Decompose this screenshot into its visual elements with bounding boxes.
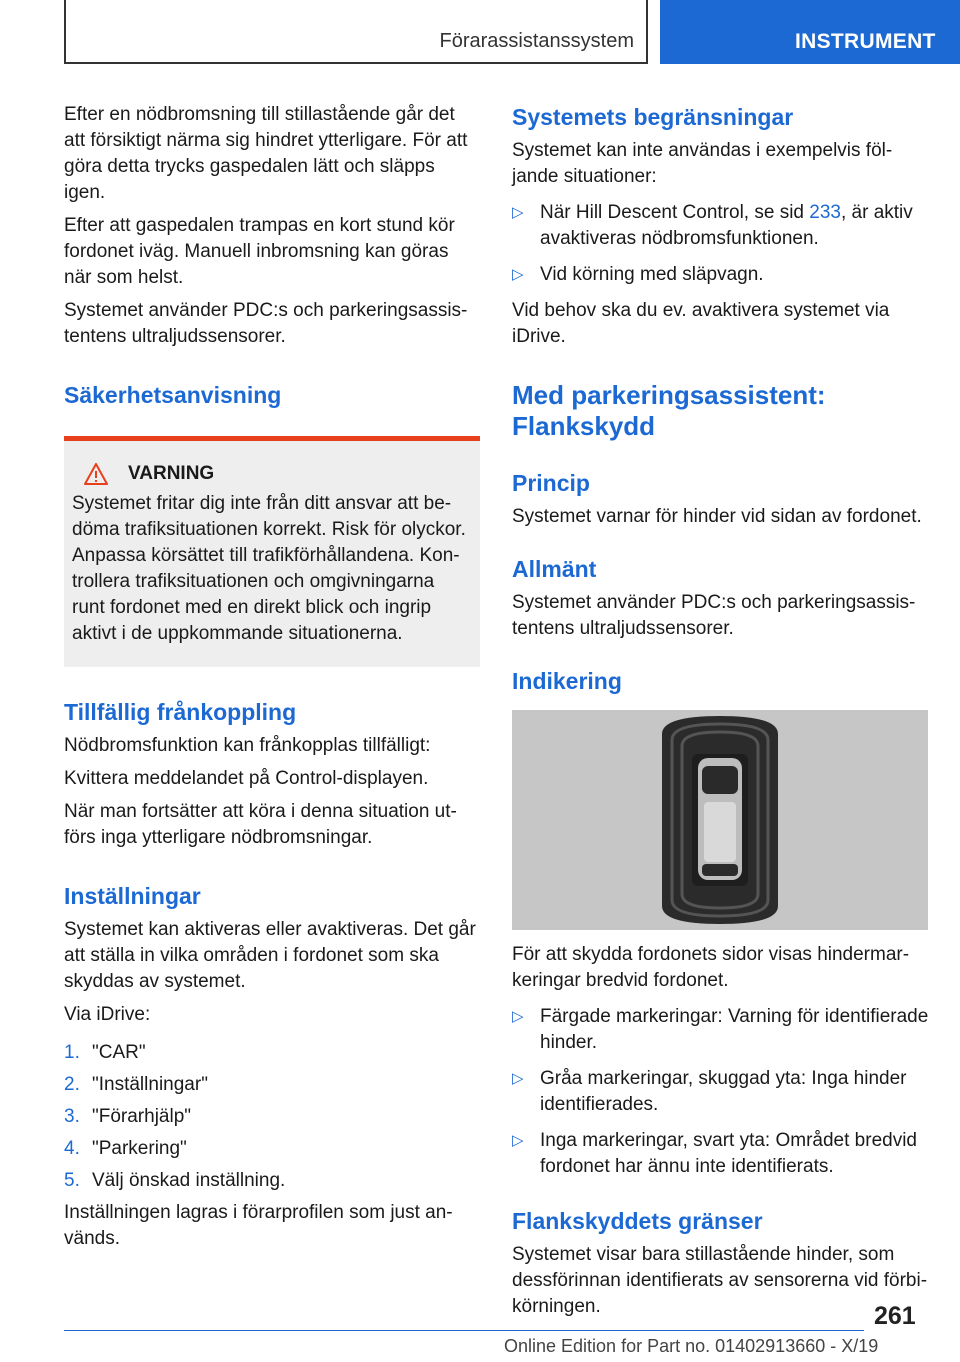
left-column bbox=[64, 102, 480, 1259]
bullet-item: ▷ När Hill Descent Control, se sid 233, är aktiv avaktiveras nödbromsfunktionen. bbox=[512, 200, 932, 252]
bullet-item: ▷ Färgade markeringar: Varning för identifierade hinder. bbox=[512, 1004, 932, 1056]
car-top-view-icon bbox=[512, 710, 928, 930]
warning-text: Systemet fritar dig inte från ditt ansvar att be- döma trafiksituationen korrekt. Risk för olyckor. Anpassa körsättet till trafikförhållandena. Kon- trollera trafiksituationen och omgivningarna runt fordonet med en direkt blick och ingrip aktivt i de uppkommande situationerna. bbox=[72, 493, 466, 644]
bullet-item: ▷ Vid körning med släpvagn. bbox=[512, 262, 932, 288]
page-number: 261 bbox=[874, 1302, 916, 1330]
chapter-tab[interactable]: INSTRUMENT bbox=[660, 0, 960, 64]
header-section-box bbox=[64, 0, 648, 64]
paragraph: Systemet använder PDC:s och parkeringsassis- tentens ultraljudssensorer. bbox=[512, 592, 916, 639]
right-column bbox=[512, 102, 932, 1327]
paragraph: Vid behov ska du ev. avaktivera systemet via iDrive. bbox=[512, 300, 890, 347]
principle-heading: Princip bbox=[512, 470, 590, 496]
warning-title: VARNING bbox=[128, 463, 215, 484]
step-text: Välj önskad inställning. bbox=[92, 1170, 286, 1191]
step-number: 4. bbox=[64, 1138, 80, 1159]
paragraph: Efter att gaspedalen trampas en kort stund kör fordonet iväg. Manuell inbromsning kan göras när som helst. bbox=[64, 215, 455, 288]
step-item bbox=[64, 1168, 480, 1194]
step-number: 5. bbox=[64, 1170, 80, 1191]
paragraph: För att skydda fordonets sidor visas hindermar- keringar bredvid fordonet. bbox=[512, 944, 910, 991]
general-heading: Allmänt bbox=[512, 556, 597, 582]
paragraph: Systemet varnar för hinder vid sidan av fordonet. bbox=[512, 506, 922, 527]
step-item bbox=[64, 1136, 480, 1162]
paragraph: Efter en nödbromsning till stillastående går det att försiktigt närma sig hindret ytterligare. För att göra detta trycks gaspedalen lätt och släpps igen. bbox=[64, 104, 468, 203]
step-number: 1. bbox=[64, 1042, 80, 1063]
indication-heading: Indikering bbox=[512, 668, 622, 694]
footer-divider bbox=[64, 1330, 864, 1331]
warning-triangle-icon bbox=[84, 463, 108, 485]
limits-heading: Systemets begränsningar bbox=[512, 104, 794, 130]
step-number: 2. bbox=[64, 1074, 80, 1095]
paragraph: Nödbromsfunktion kan frånkopplas tillfälligt: bbox=[64, 735, 431, 756]
paragraph: Systemet kan inte användas i exempelvis föl- jande situationer: bbox=[512, 140, 893, 187]
paragraph: Systemet kan aktiveras eller avaktiveras. Det går att ställa in vilka områden i fordonet som ska skyddas av systemet. bbox=[64, 919, 476, 992]
step-item bbox=[64, 1104, 480, 1130]
bullet-item: ▷ Gråa markeringar, skuggad yta: Inga hinder identifierades. bbox=[512, 1066, 932, 1118]
bullet-marker-icon: ▷ bbox=[512, 204, 524, 221]
flank-protection-illustration bbox=[512, 710, 928, 930]
flank-limits-heading: Flankskyddets gränser bbox=[512, 1208, 763, 1234]
paragraph: Via iDrive: bbox=[64, 1004, 151, 1025]
step-text: "Parkering" bbox=[92, 1138, 187, 1159]
settings-heading: Inställningar bbox=[64, 883, 201, 909]
flank-protection-heading: Med parkeringsassistent: Flankskydd bbox=[512, 380, 826, 441]
bullet-marker-icon: ▷ bbox=[512, 266, 524, 283]
section-title: Förarassistanssystem bbox=[439, 30, 634, 52]
step-number: 3. bbox=[64, 1106, 80, 1127]
step-item bbox=[64, 1072, 480, 1098]
paragraph: Systemet visar bara stillastående hinder, som dessförinnan identifierats av sensorerna vid förbi- körningen. bbox=[512, 1244, 928, 1317]
warning-header bbox=[72, 461, 472, 487]
paragraph: När man fortsätter att köra i denna situation ut- förs inga ytterligare nödbromsningar. bbox=[64, 801, 457, 848]
warning-box bbox=[64, 436, 480, 667]
paragraph: Kvittera meddelandet på Control-displayen. bbox=[64, 768, 429, 789]
bullet-marker-icon: ▷ bbox=[512, 1132, 524, 1149]
step-text: "Inställningar" bbox=[92, 1074, 208, 1095]
footer-edition: Online Edition for Part no. 01402913660 - X/19 bbox=[504, 1336, 879, 1356]
bullet-marker-icon: ▷ bbox=[512, 1008, 524, 1025]
step-item bbox=[64, 1040, 480, 1066]
temporary-disconnect-heading: Tillfällig frånkoppling bbox=[64, 699, 297, 725]
step-text: "Förarhjälp" bbox=[92, 1106, 192, 1127]
paragraph: Inställningen lagras i förarprofilen som just an- vänds. bbox=[64, 1202, 453, 1249]
step-text: "CAR" bbox=[92, 1042, 146, 1063]
safety-heading: Säkerhetsanvisning bbox=[64, 382, 282, 408]
page-link[interactable]: 233 bbox=[809, 202, 841, 223]
paragraph: Systemet använder PDC:s och parkeringsassis- tentens ultraljudssensorer. bbox=[64, 300, 468, 347]
bullet-item: ▷ Inga markeringar, svart yta: Området bredvid fordonet har ännu inte identifierats. bbox=[512, 1128, 932, 1180]
bullet-marker-icon: ▷ bbox=[512, 1070, 524, 1087]
